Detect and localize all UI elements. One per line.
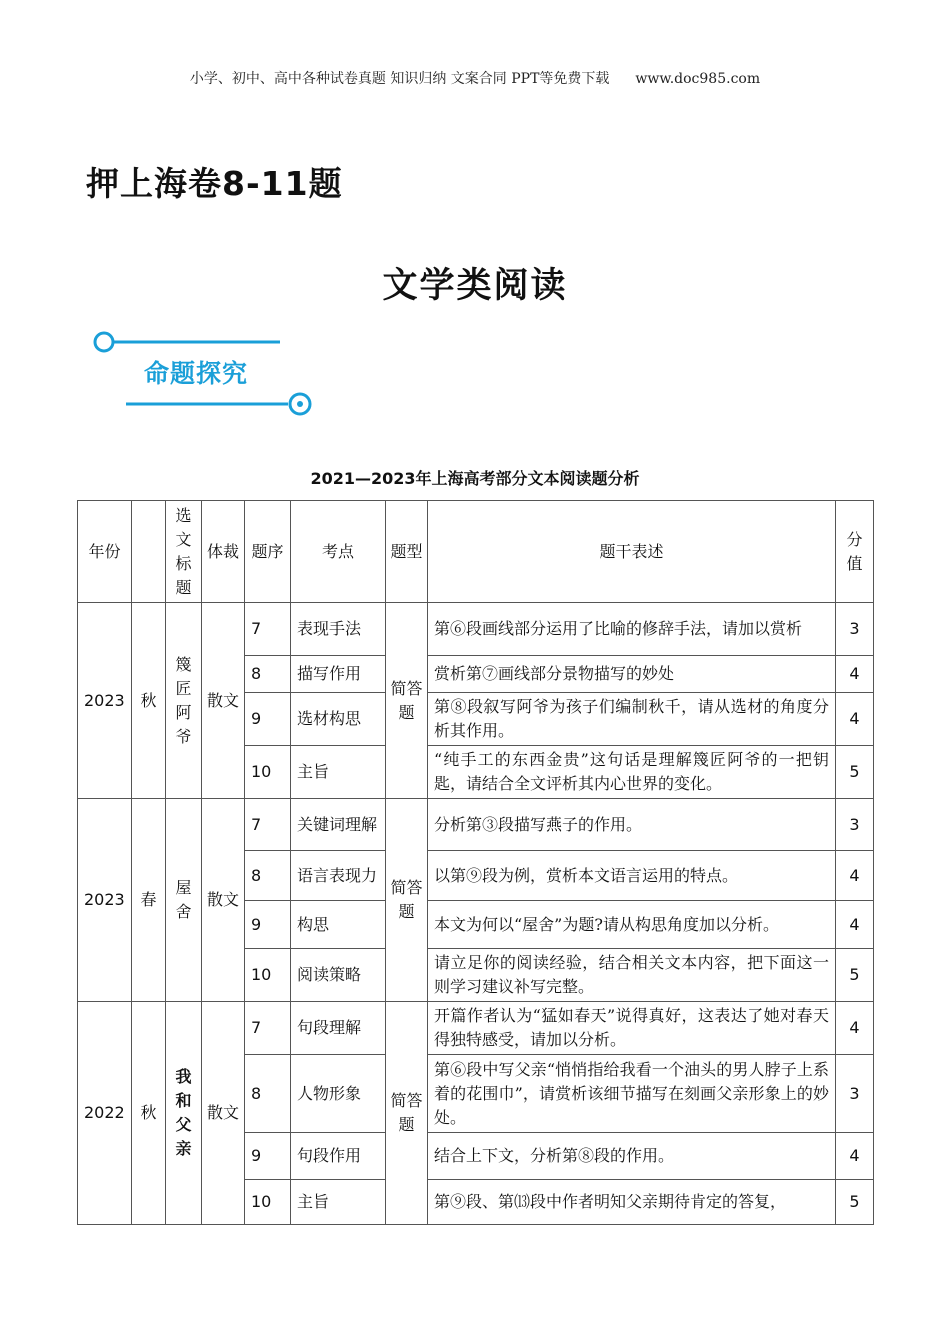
cell-no: 8 bbox=[245, 1055, 291, 1133]
analysis-table bbox=[77, 500, 874, 1225]
cell-point: 句段理解 bbox=[291, 1002, 386, 1055]
cell-desc: 赏析第⑦画线部分景物描写的妙处 bbox=[428, 656, 836, 693]
header-score: 分值 bbox=[836, 501, 874, 603]
table-caption: 2021—2023年上海高考部分文本阅读题分析 bbox=[310, 469, 640, 488]
cell-desc: 结合上下文，分析第⑧段的作用。 bbox=[428, 1133, 836, 1180]
cell-season: 秋 bbox=[132, 1002, 166, 1225]
cell-type: 简答题 bbox=[386, 1002, 428, 1225]
cell-score: 3 bbox=[836, 799, 874, 851]
cell-desc: 本文为何以“屋舍”为题?请从构思角度加以分析。 bbox=[428, 901, 836, 949]
cell-desc: 以第⑨段为例，赏析本文语言运用的特点。 bbox=[428, 851, 836, 901]
cell-point: 人物形象 bbox=[291, 1055, 386, 1133]
cell-score: 5 bbox=[836, 949, 874, 1002]
cell-type: 简答题 bbox=[386, 603, 428, 799]
cell-desc: 第⑧段叙写阿爷为孩子们编制秋千，请从选材的角度分析其作用。 bbox=[428, 693, 836, 746]
table-header-row bbox=[78, 501, 874, 603]
cell-score: 5 bbox=[836, 746, 874, 799]
header-desc: 题干表述 bbox=[428, 501, 836, 603]
table-row bbox=[78, 603, 874, 656]
header-title: 选文标题 bbox=[166, 501, 202, 603]
banner-dot-right bbox=[297, 401, 303, 407]
cell-title: 篾匠阿爷 bbox=[166, 603, 202, 799]
cell-season: 秋 bbox=[132, 603, 166, 799]
header-year: 年份 bbox=[78, 501, 132, 603]
cell-score: 4 bbox=[836, 851, 874, 901]
cell-no: 7 bbox=[245, 1002, 291, 1055]
cell-no: 9 bbox=[245, 901, 291, 949]
page-header bbox=[0, 68, 950, 88]
cell-score: 4 bbox=[836, 1002, 874, 1055]
cell-genre: 散文 bbox=[202, 1002, 245, 1225]
table-row bbox=[78, 1002, 874, 1055]
cell-point: 主旨 bbox=[291, 746, 386, 799]
cell-no: 8 bbox=[245, 656, 291, 693]
cell-point: 句段作用 bbox=[291, 1133, 386, 1180]
header-point: 考点 bbox=[291, 501, 386, 603]
cell-point: 构思 bbox=[291, 901, 386, 949]
cell-title: 屋舍 bbox=[166, 799, 202, 1002]
page-title: 押上海卷8-11题 bbox=[86, 164, 343, 203]
cell-no: 9 bbox=[245, 1133, 291, 1180]
cell-title: 我和父亲 bbox=[166, 1002, 202, 1225]
cell-desc: 开篇作者认为“猛如春天”说得真好，这表达了她对春天得独特感受，请加以分析。 bbox=[428, 1002, 836, 1055]
cell-year: 2022 bbox=[78, 1002, 132, 1225]
cell-score: 4 bbox=[836, 693, 874, 746]
cell-score: 4 bbox=[836, 1133, 874, 1180]
cell-score: 5 bbox=[836, 1180, 874, 1225]
header-season bbox=[132, 501, 166, 603]
banner-circle-left bbox=[95, 333, 113, 351]
cell-season: 春 bbox=[132, 799, 166, 1002]
cell-genre: 散文 bbox=[202, 603, 245, 799]
cell-no: 10 bbox=[245, 746, 291, 799]
header-type: 题型 bbox=[386, 501, 428, 603]
cell-score: 4 bbox=[836, 901, 874, 949]
cell-point: 主旨 bbox=[291, 1180, 386, 1225]
cell-genre: 散文 bbox=[202, 799, 245, 1002]
cell-no: 7 bbox=[245, 799, 291, 851]
cell-no: 7 bbox=[245, 603, 291, 656]
cell-no: 10 bbox=[245, 1180, 291, 1225]
cell-desc: 分析第③段描写燕子的作用。 bbox=[428, 799, 836, 851]
cell-no: 8 bbox=[245, 851, 291, 901]
cell-desc: 请立足你的阅读经验，结合相关文本内容，把下面这一则学习建议补写完整。 bbox=[428, 949, 836, 1002]
cell-point: 语言表现力 bbox=[291, 851, 386, 901]
header-text: 小学、初中、高中各种试卷真题 知识归纳 文案合同 PPT等免费下载 bbox=[189, 71, 610, 87]
section-title: 文学类阅读 bbox=[382, 266, 568, 306]
header-no: 题序 bbox=[245, 501, 291, 603]
cell-year: 2023 bbox=[78, 799, 132, 1002]
cell-point: 表现手法 bbox=[291, 603, 386, 656]
cell-desc: 第⑥段画线部分运用了比喻的修辞手法，请加以赏析 bbox=[428, 603, 836, 656]
table-row bbox=[78, 799, 874, 851]
cell-desc: 第⑥段中写父亲“悄悄指给我看一个油头的男人脖子上系着的花围巾”，请赏析该细节描写在刻画父亲形象上的妙处。 bbox=[428, 1055, 836, 1133]
cell-desc: “纯手工的东西金贵”这句话是理解篾匠阿爷的一把钥匙，请结合全文评析其内心世界的变化。 bbox=[428, 746, 836, 799]
cell-score: 3 bbox=[836, 1055, 874, 1133]
cell-no: 9 bbox=[245, 693, 291, 746]
banner-label: 命题探究 bbox=[144, 359, 249, 388]
cell-point: 关键词理解 bbox=[291, 799, 386, 851]
header-genre: 体裁 bbox=[202, 501, 245, 603]
cell-point: 描写作用 bbox=[291, 656, 386, 693]
cell-desc: 第⑨段、第⒀段中作者明知父亲期待肯定的答复， bbox=[428, 1180, 836, 1225]
cell-score: 4 bbox=[836, 656, 874, 693]
cell-point: 选材构思 bbox=[291, 693, 386, 746]
cell-score: 3 bbox=[836, 603, 874, 656]
cell-type: 简答题 bbox=[386, 799, 428, 1002]
cell-no: 10 bbox=[245, 949, 291, 1002]
header-site[interactable]: www.doc985.com bbox=[635, 71, 761, 87]
cell-year: 2023 bbox=[78, 603, 132, 799]
cell-point: 阅读策略 bbox=[291, 949, 386, 1002]
